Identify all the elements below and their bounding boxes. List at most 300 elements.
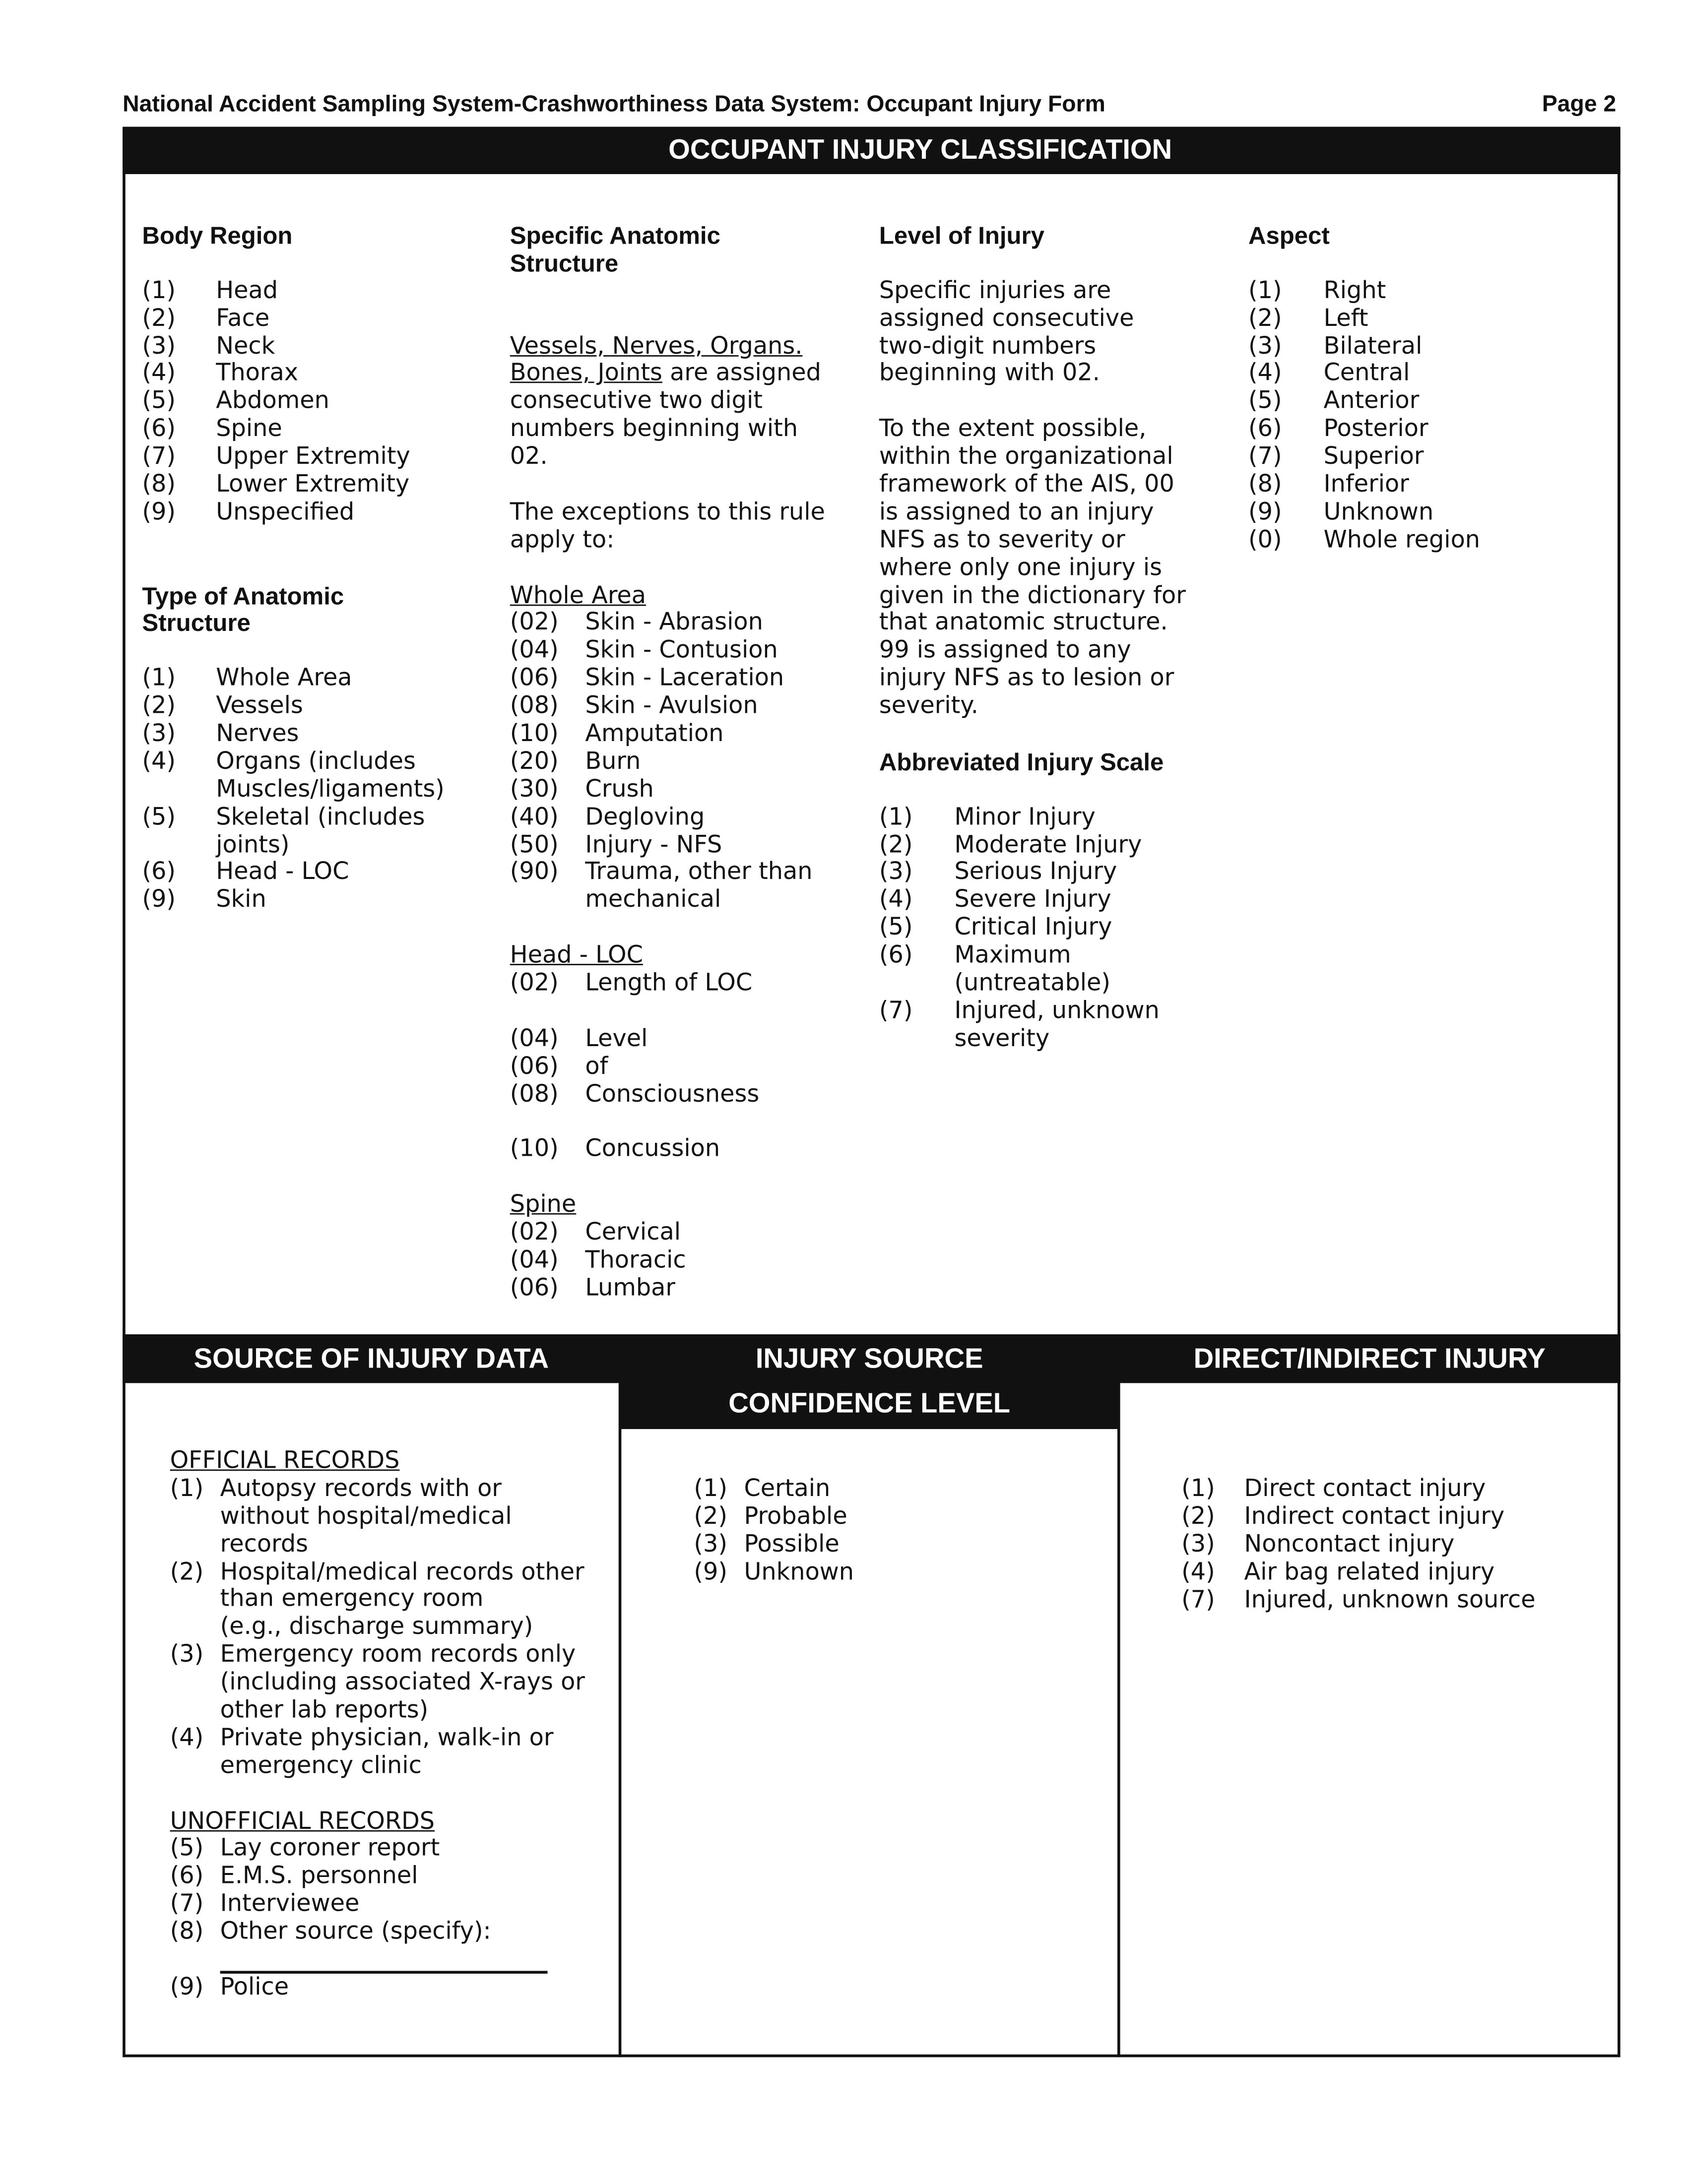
list-item-line <box>142 499 355 528</box>
item-label: Crush <box>585 775 654 804</box>
text-line <box>879 666 1186 694</box>
divider <box>619 1334 622 2057</box>
section-heading: Structure <box>142 609 251 637</box>
item-label: Upper Extremity <box>216 443 410 471</box>
list-item-line <box>879 998 1186 1026</box>
item-code: (50) <box>510 831 559 859</box>
direct-indirect-title: DIRECT/INDIRECT INJURY <box>1119 1334 1620 1383</box>
item-label: Thorax <box>216 360 298 388</box>
list-item-line <box>170 1864 435 1892</box>
item-code: (10) <box>510 720 559 748</box>
section-heading: Body Region <box>142 221 293 250</box>
list-item-line <box>510 1248 825 1276</box>
blank-line <box>879 722 1186 749</box>
text-line <box>170 1809 435 1836</box>
item-code: (06) <box>510 1274 559 1303</box>
item-code: (3) <box>694 1530 728 1559</box>
section-heading: Abbreviated Injury Scale <box>879 748 1164 776</box>
text-line <box>879 556 1186 583</box>
list-item-line <box>510 638 825 666</box>
blank-line <box>510 278 825 306</box>
item-code: (06) <box>510 665 559 693</box>
item-code: (1) <box>170 1475 204 1503</box>
text-line <box>879 528 1186 556</box>
item-label: Anterior <box>1323 387 1420 416</box>
item-label: Possible <box>744 1530 840 1559</box>
blank-line <box>142 528 344 556</box>
list-item-line <box>879 916 1186 943</box>
item-label: Level <box>585 1025 648 1053</box>
list-item-line <box>142 859 349 888</box>
item-code: (6) <box>879 941 913 970</box>
list-item-line <box>142 417 344 444</box>
item-label: Private physician, walk-in or <box>220 1724 554 1752</box>
item-label: Spine <box>216 415 282 443</box>
item-label: Concussion <box>585 1135 720 1164</box>
item-label: Nerves <box>216 720 299 748</box>
item-code: (20) <box>510 748 559 776</box>
confidence-title-line: CONFIDENCE LEVEL <box>728 1388 1011 1420</box>
list-item-line <box>1248 415 1428 444</box>
item-code: (1) <box>142 665 176 693</box>
list-item-line <box>510 832 825 860</box>
item-label: Unspecified <box>216 499 355 527</box>
item-label: Maximum <box>954 941 1071 970</box>
item-code: (5) <box>142 387 176 416</box>
form-title: National Accident Sampling System-Crashworthiness Data System: Occupant Injury Form <box>123 92 1105 117</box>
blank-line <box>879 389 1186 417</box>
item-label: Face <box>216 305 270 333</box>
list-item-line <box>142 471 410 500</box>
list-item-line <box>879 943 1186 971</box>
item-code: (5) <box>142 803 176 831</box>
item-label: Cervical <box>585 1219 681 1247</box>
text-line <box>510 943 825 971</box>
item-label: Inferior <box>1323 471 1409 499</box>
item-label: Skin - Avulsion <box>585 692 758 721</box>
text: 02. <box>510 443 548 471</box>
blank-line <box>142 250 344 278</box>
text-line <box>879 583 1186 611</box>
text-line <box>510 500 825 528</box>
list-item-line <box>170 1558 584 1587</box>
item-label: Skin - Laceration <box>585 665 784 693</box>
item-code: (04) <box>510 1247 559 1275</box>
item-code: (7) <box>142 443 176 471</box>
list-item-line <box>510 888 825 916</box>
confidence-level-title <box>620 1334 1119 1429</box>
text-line <box>170 1448 435 1476</box>
list-item-line <box>170 1975 435 2003</box>
item-code: (3) <box>1181 1530 1215 1559</box>
item-label: Skeletal (includes <box>216 803 425 831</box>
text: The exceptions to this rule <box>510 499 825 527</box>
item-code: (90) <box>510 859 559 887</box>
item-label: (untreatable) <box>954 969 1111 998</box>
underlined-text: Bones, Joints <box>510 360 662 388</box>
text: numbers beginning with <box>510 415 798 443</box>
text-line <box>510 334 825 362</box>
item-label: Whole region <box>1323 526 1481 555</box>
text: NFS as to severity or <box>879 526 1125 555</box>
level-of-injury-column <box>879 223 1186 1054</box>
blank-line <box>1248 250 1330 278</box>
item-label: Injury - NFS <box>585 831 722 859</box>
item-label: records <box>220 1530 309 1559</box>
list-item-line <box>170 1669 585 1698</box>
specific-anatomic-structure-column <box>510 223 825 1303</box>
item-label: Autopsy records with or <box>220 1475 502 1503</box>
specify-blank <box>220 1971 548 1973</box>
underlined-text: Vessels, Nerves, Organs. <box>510 332 803 361</box>
item-label: Consciousness <box>585 1080 760 1109</box>
blank-line <box>510 556 825 583</box>
item-label: Head - LOC <box>216 859 349 887</box>
list-item-line <box>1248 526 1481 556</box>
list-item-line <box>510 1054 825 1082</box>
text: apply to: <box>510 526 615 555</box>
item-label: Right <box>1323 277 1386 305</box>
item-code: (1) <box>1181 1475 1215 1503</box>
list-item-line <box>170 1892 435 1920</box>
list-item-line <box>170 1613 533 1642</box>
text: consecutive two digit <box>510 387 763 416</box>
text: assigned consecutive <box>879 305 1134 333</box>
item-code: (1) <box>879 803 913 831</box>
list-item-line <box>170 1502 512 1532</box>
text-line <box>879 334 1186 362</box>
list-item-line <box>1248 277 1386 306</box>
page-number: Page 2 <box>1542 92 1617 117</box>
text-line <box>510 417 825 444</box>
text: is assigned to an injury <box>879 499 1154 527</box>
classification-box <box>123 128 1620 1337</box>
item-label: Interviewee <box>220 1890 360 1919</box>
item-label: Injured, unknown source <box>1244 1586 1536 1614</box>
item-label: severity <box>954 1025 1050 1053</box>
item-code: (0) <box>1248 526 1282 555</box>
list-item-line <box>879 1026 1186 1054</box>
body-region-column <box>142 221 445 915</box>
item-code: (06) <box>510 1053 559 1081</box>
item-code: (2) <box>142 692 176 721</box>
item-code: (10) <box>510 1135 559 1164</box>
item-label: mechanical <box>585 886 721 915</box>
item-code: (4) <box>879 886 913 915</box>
list-item-line <box>510 777 825 805</box>
blank-line <box>510 998 825 1026</box>
text-line <box>879 278 1186 306</box>
blank-line <box>510 916 825 943</box>
list-item-line <box>510 1137 825 1165</box>
text: are assigned <box>662 360 822 388</box>
list-item-line <box>879 888 1186 916</box>
item-code: (2) <box>1181 1502 1215 1531</box>
item-code: (02) <box>510 969 559 998</box>
list-item-line <box>142 832 344 860</box>
item-code: (1) <box>142 277 176 305</box>
text-line <box>510 389 825 417</box>
blank-line <box>170 1781 435 1809</box>
item-label: Unknown <box>1323 499 1434 527</box>
underlined-text: OFFICIAL RECORDS <box>170 1447 400 1475</box>
item-label: than emergency room <box>220 1585 484 1614</box>
list-item-line <box>142 278 344 306</box>
item-code: (9) <box>694 1558 728 1586</box>
list-item-line <box>170 1475 502 1504</box>
list-item-line <box>510 722 825 749</box>
item-label: Central <box>1323 360 1410 388</box>
source-of-injury-title: SOURCE OF INJURY DATA <box>123 1334 620 1383</box>
blank-line <box>879 777 1186 805</box>
item-code: (02) <box>510 609 559 637</box>
item-code: (04) <box>510 637 559 665</box>
item-label: Lower Extremity <box>216 471 410 499</box>
list-item-line <box>170 1753 435 1781</box>
text-line <box>879 417 1186 444</box>
text: beginning with 02. <box>879 360 1100 388</box>
item-code: (2) <box>694 1502 728 1531</box>
text: To the extent possible, <box>879 415 1147 443</box>
item-code: (7) <box>879 997 913 1025</box>
item-label: Hospital/medical records other <box>220 1558 584 1586</box>
list-item-line <box>510 860 825 888</box>
item-code: (6) <box>142 415 176 443</box>
item-label: Posterior <box>1323 415 1428 443</box>
text: framework of the AIS, 00 <box>879 471 1174 499</box>
list-item-line <box>1248 443 1424 472</box>
text-line <box>879 694 1186 722</box>
item-label: Minor Injury <box>954 803 1096 831</box>
item-label: Probable <box>744 1502 847 1531</box>
item-label: Noncontact injury <box>1244 1530 1455 1559</box>
item-label: Head <box>216 277 278 305</box>
item-label: Skin <box>216 886 266 915</box>
aspect-column <box>1248 221 1481 555</box>
item-label: Bilateral <box>1323 332 1423 361</box>
classification-title: OCCUPANT INJURY CLASSIFICATION <box>123 127 1620 174</box>
blank-line <box>510 306 825 334</box>
blank-line <box>510 1110 825 1137</box>
item-code: (3) <box>142 332 176 361</box>
item-code: (6) <box>170 1863 204 1891</box>
item-code: (5) <box>1248 387 1282 416</box>
list-item-line <box>142 334 344 362</box>
list-item-line <box>170 1532 435 1560</box>
item-code: (6) <box>1248 415 1282 443</box>
item-label: Thoracic <box>585 1247 686 1275</box>
item-code: (08) <box>510 692 559 721</box>
item-label: Neck <box>216 332 275 361</box>
list-item-line <box>510 1082 825 1110</box>
underlined-text: Head - LOC <box>510 941 643 970</box>
confidence-title-line: INJURY SOURCE <box>755 1344 983 1375</box>
item-code: (2) <box>142 305 176 333</box>
item-code: (4) <box>170 1724 204 1752</box>
list-item-line <box>1248 387 1420 417</box>
item-code: (8) <box>170 1918 204 1946</box>
text-line <box>879 306 1186 334</box>
item-label: emergency clinic <box>220 1751 422 1780</box>
list-item-line <box>170 1585 484 1615</box>
list-item-line <box>510 1220 825 1248</box>
blank-line <box>879 250 1186 278</box>
list-item-line <box>142 694 344 722</box>
section-heading: Specific Anatomic <box>510 221 720 250</box>
list-item-line <box>510 666 825 694</box>
text-line <box>510 1192 825 1220</box>
list-item-line <box>879 971 1186 998</box>
item-label: Moderate Injury <box>954 831 1142 859</box>
item-code: (9) <box>142 886 176 915</box>
text: where only one injury is <box>879 554 1163 582</box>
list-item-line <box>170 1835 440 1864</box>
list-item-line <box>170 1698 435 1726</box>
item-label: Length of LOC <box>585 969 753 998</box>
list-item-line <box>142 443 410 472</box>
item-code: (1) <box>694 1475 728 1503</box>
item-label: (e.g., discharge summary) <box>220 1613 533 1641</box>
list-item-line <box>142 389 344 417</box>
list-item-line <box>170 1641 576 1670</box>
item-label: E.M.S. personnel <box>220 1863 418 1891</box>
item-label: Air bag related injury <box>1244 1558 1495 1586</box>
item-code: (3) <box>1248 332 1282 361</box>
item-label: Vessels <box>216 692 303 721</box>
list-item-line <box>879 860 1186 888</box>
item-label: Critical Injury <box>954 914 1112 942</box>
item-label: Direct contact injury <box>1244 1475 1486 1503</box>
item-label: Muscles/ligaments) <box>216 775 445 804</box>
item-code: (7) <box>1181 1586 1215 1614</box>
item-code: (4) <box>142 748 176 776</box>
item-code: (2) <box>1248 305 1282 333</box>
item-code: (08) <box>510 1080 559 1109</box>
underlined-text: Whole Area <box>510 581 647 610</box>
item-label: Lay coroner report <box>220 1835 440 1863</box>
list-item-line <box>1248 360 1410 389</box>
underlined-text: Spine <box>510 1191 577 1219</box>
item-code: (4) <box>1248 360 1282 388</box>
item-label: Lumbar <box>585 1274 676 1303</box>
blank-line <box>142 556 344 583</box>
text: injury NFS as to lesion or <box>879 665 1174 693</box>
item-label: Abdomen <box>216 387 329 416</box>
item-label: Degloving <box>585 803 705 831</box>
list-item-line <box>170 1918 491 1947</box>
text-line <box>879 638 1186 666</box>
item-label: Other source (specify): <box>220 1918 491 1946</box>
list-item-line <box>510 611 825 638</box>
list-item-line <box>1248 332 1423 362</box>
list-item-line <box>142 665 352 694</box>
item-label: Organs (includes <box>216 748 416 776</box>
item-label: Indirect contact injury <box>1244 1502 1505 1531</box>
section-heading: Type of Anatomic <box>142 581 344 610</box>
item-code: (7) <box>170 1890 204 1919</box>
list-item-line <box>142 306 344 334</box>
item-code: (5) <box>879 914 913 942</box>
list-item-line <box>879 832 1186 860</box>
list-item-line <box>510 805 825 832</box>
item-label: without hospital/medical <box>220 1502 512 1531</box>
list-item-line <box>1248 305 1368 334</box>
list-item-line <box>510 971 825 998</box>
item-code: (2) <box>879 831 913 859</box>
section-heading: Structure <box>510 249 619 277</box>
text-line <box>879 362 1186 389</box>
list-item-line <box>142 722 344 749</box>
text: 99 is assigned to any <box>879 637 1131 665</box>
item-label: Amputation <box>585 720 724 748</box>
specify-line <box>170 1947 435 1975</box>
text-line <box>879 611 1186 638</box>
source-of-injury-column <box>170 1447 585 2002</box>
text-line <box>510 444 825 472</box>
text: two-digit numbers <box>879 332 1097 361</box>
item-code: (30) <box>510 775 559 804</box>
text-line <box>510 583 825 611</box>
text: Specific injuries are <box>879 277 1111 305</box>
item-code: (4) <box>142 360 176 388</box>
text-line <box>510 528 825 556</box>
item-label: Left <box>1323 305 1368 333</box>
text: within the organizational <box>879 443 1173 471</box>
item-code: (9) <box>170 1973 204 2001</box>
list-item-line <box>510 1276 825 1304</box>
list-item-line <box>142 775 445 805</box>
item-code: (3) <box>142 720 176 748</box>
item-code: (7) <box>1248 443 1282 471</box>
item-label: (including associated X-rays or <box>220 1669 585 1697</box>
item-label: joints) <box>216 831 290 859</box>
item-label: Serious Injury <box>954 859 1117 887</box>
item-code: (2) <box>170 1558 204 1586</box>
item-label: Trauma, other than <box>585 859 813 887</box>
item-label: Police <box>220 1973 289 2001</box>
list-item-line <box>510 749 825 777</box>
list-item-line <box>510 1026 825 1054</box>
item-code: (9) <box>1248 499 1282 527</box>
item-label: Skin - Abrasion <box>585 609 763 637</box>
item-label: Emergency room records only <box>220 1641 576 1669</box>
item-code: (4) <box>1181 1558 1215 1586</box>
item-label: other lab reports) <box>220 1696 429 1725</box>
item-code: (6) <box>142 859 176 887</box>
list-item-line <box>142 362 344 389</box>
item-code: (8) <box>142 471 176 499</box>
item-label: Certain <box>744 1475 831 1503</box>
section-heading: Aspect <box>1248 221 1330 250</box>
blank-line <box>142 638 344 666</box>
blank-line <box>510 472 825 500</box>
item-code: (40) <box>510 803 559 831</box>
text: that anatomic structure. <box>879 609 1168 637</box>
list-item-line <box>1248 471 1409 500</box>
item-label: Injured, unknown <box>954 997 1160 1025</box>
item-code: (04) <box>510 1025 559 1053</box>
item-label: Burn <box>585 748 641 776</box>
item-code: (3) <box>170 1641 204 1669</box>
text-line <box>879 500 1186 528</box>
item-label: Superior <box>1323 443 1424 471</box>
text: severity. <box>879 692 978 721</box>
item-label: Severe Injury <box>954 886 1111 915</box>
list-item-line <box>510 694 825 722</box>
blank-line <box>510 1165 825 1192</box>
item-label: of <box>585 1053 608 1081</box>
divider <box>1117 1334 1120 2057</box>
